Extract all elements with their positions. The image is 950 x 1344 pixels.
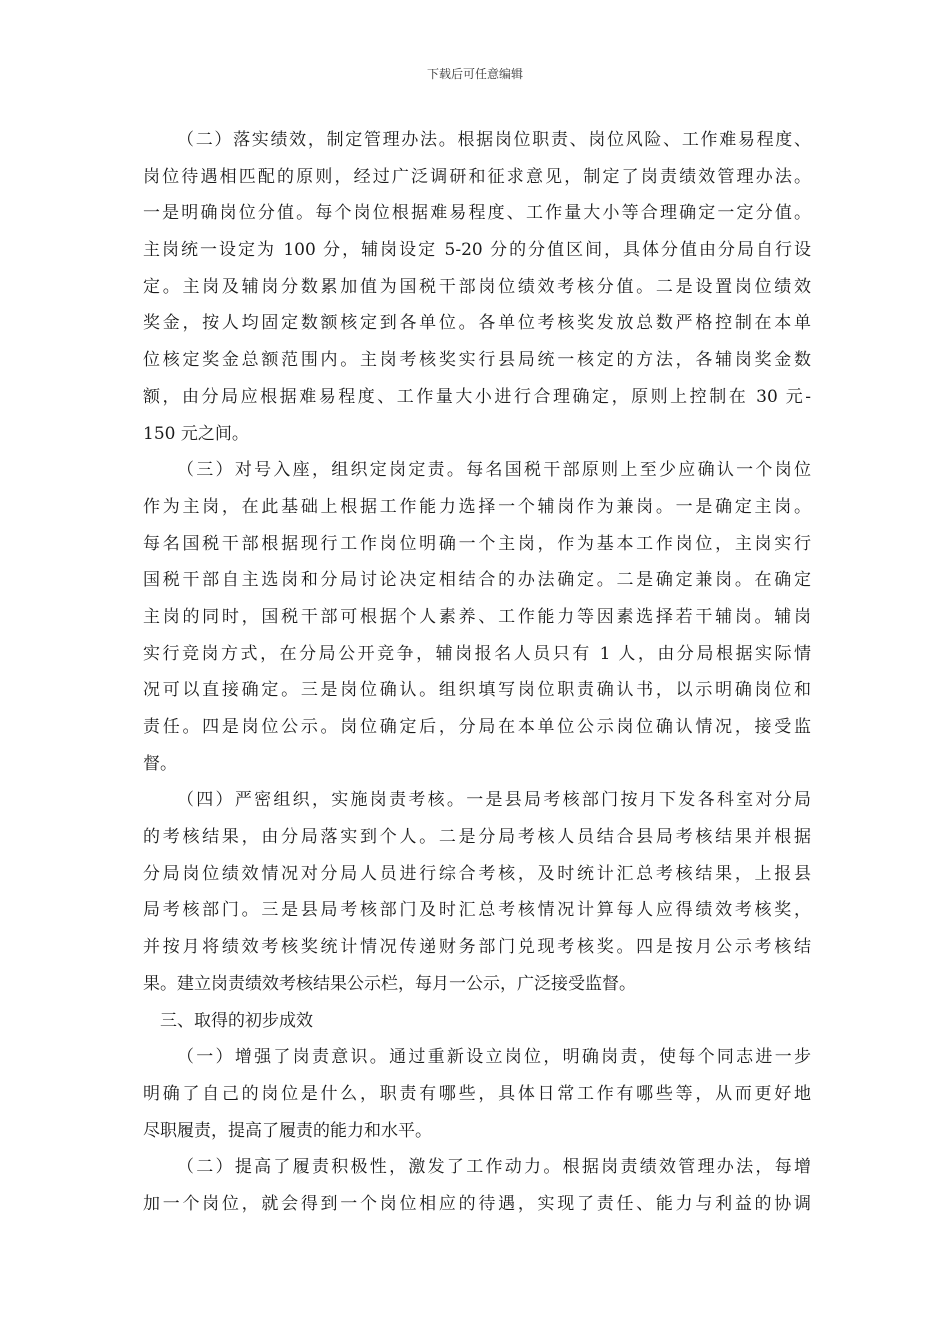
- text-line: 分局岗位绩效情况对分局人员进行综合考核，及时统计汇总考核结果，上报县: [143, 863, 811, 884]
- text-line: 主岗统一设定为 100 分，辅岗设定 5-20 分的分值区间，具体分值由分局自行设: [143, 240, 811, 261]
- text-line: 加一个岗位，就会得到一个岗位相应的待遇，实现了责任、能力与利益的协调: [143, 1193, 811, 1214]
- text-line: 定。主岗及辅岗分数累加值为国税干部岗位绩效考核分值。二是设置岗位绩效: [143, 276, 811, 297]
- text-line: 作为主岗，在此基础上根据工作能力选择一个辅岗作为兼岗。一是确定主岗。: [143, 496, 811, 517]
- text-line: 岗位待遇相匹配的原则，经过广泛调研和征求意见，制定了岗责绩效管理办法。: [143, 166, 811, 187]
- text-line: 国税干部自主选岗和分局讨论决定相结合的办法确定。二是确定兼岗。在确定: [143, 570, 811, 591]
- text-line: （二）提高了履责积极性，激发了工作动力。根据岗责绩效管理办法，每增: [177, 1157, 811, 1178]
- page-header: 下载后可任意编辑: [426, 67, 523, 81]
- text-line: （二）落实绩效，制定管理办法。根据岗位职责、岗位风险、工作难易程度、: [177, 130, 811, 150]
- text-line: 果。建立岗责绩效考核结果公示栏，每月一公示，广泛接受监督。: [143, 973, 636, 994]
- section-heading: 三、取得的初步成效: [160, 1010, 313, 1031]
- text-line: 位核定奖金总额范围内。主岗考核奖实行县局统一核定的方法，各辅岗奖金数: [143, 350, 811, 371]
- document-body: [143, 122, 811, 1223]
- text-line: （四）严密组织，实施岗责考核。一是县局考核部门按月下发各科室对分局: [177, 790, 811, 811]
- text-line: 主岗的同时，国税干部可根据个人素养、工作能力等因素选择若干辅岗。辅岗: [143, 606, 811, 627]
- text-line: 额，由分局应根据难易程度、工作量大小进行合理确定，原则上控制在 30 元-: [143, 386, 811, 407]
- text-line: 150 元之间。: [143, 423, 249, 444]
- text-line: 局考核部门。三是县局考核部门及时汇总考核情况计算每人应得绩效考核奖，: [143, 900, 811, 921]
- text-line: 奖金，按人均固定数额核定到各单位。各单位考核奖发放总数严格控制在本单: [143, 313, 811, 334]
- text-line: 实行竞岗方式，在分局公开竞争，辅岗报名人员只有 1 人，由分局根据实际情: [143, 643, 811, 664]
- text-line: （三）对号入座，组织定岗定责。每名国税干部原则上至少应确认一个岗位: [177, 460, 811, 481]
- text-line: 一是明确岗位分值。每个岗位根据难易程度、工作量大小等合理确定一定分值。: [143, 203, 811, 224]
- text-line: （一）增强了岗责意识。通过重新设立岗位，明确岗责，使每个同志进一步: [177, 1047, 811, 1068]
- text-line: 明确了自己的岗位是什么，职责有哪些，具体日常工作有哪些等，从而更好地: [143, 1083, 811, 1104]
- text-line: 尽职履责，提高了履责的能力和水平。: [143, 1120, 432, 1141]
- text-line: 况可以直接确定。三是岗位确认。组织填写岗位职责确认书，以示明确岗位和: [143, 680, 811, 701]
- text-line: 每名国税干部根据现行工作岗位明确一个主岗，作为基本工作岗位，主岗实行: [143, 533, 811, 554]
- text-line: 的考核结果，由分局落实到个人。二是分局考核人员结合县局考核结果并根据: [143, 827, 811, 848]
- text-line: 责任。四是岗位公示。岗位确定后，分局在本单位公示岗位确认情况，接受监: [143, 717, 811, 737]
- text-line: 并按月将绩效考核奖统计情况传递财务部门兑现考核奖。四是按月公示考核结: [143, 937, 811, 958]
- text-line: 督。: [143, 753, 177, 774]
